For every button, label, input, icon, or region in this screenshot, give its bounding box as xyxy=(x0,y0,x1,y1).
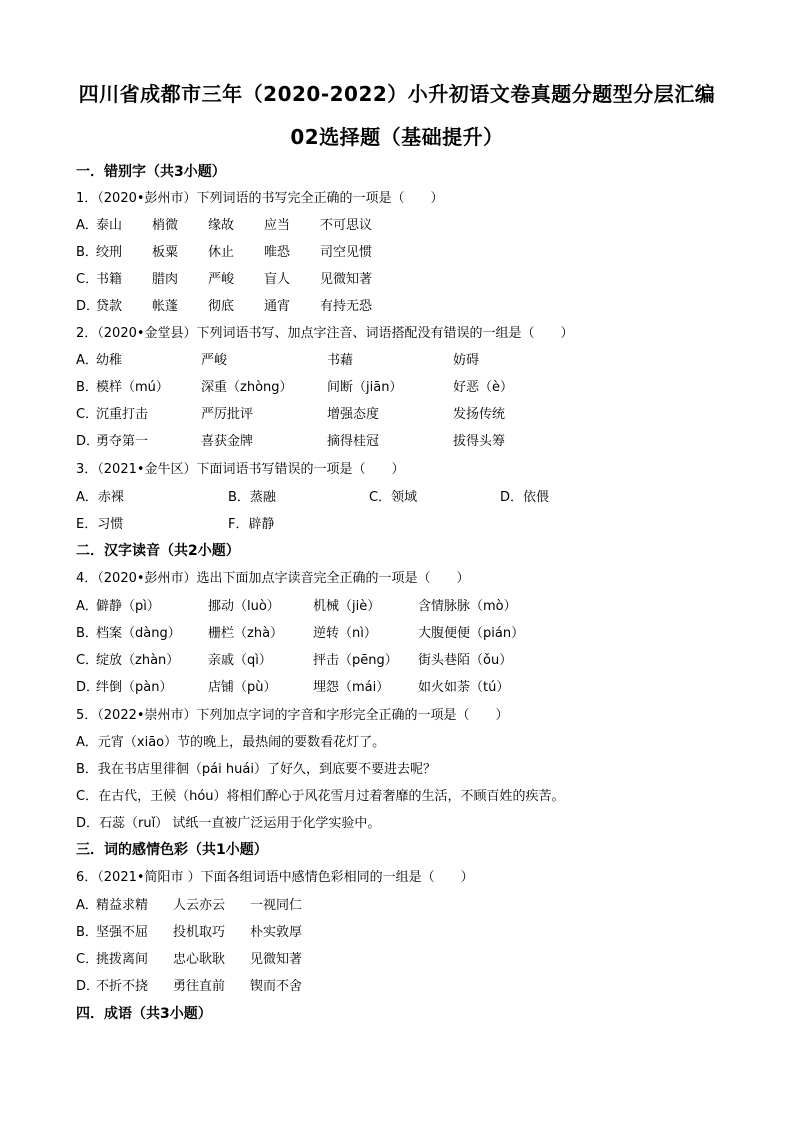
option-item: 发扬传统 xyxy=(453,407,506,422)
question-3-stem: 3．（2021•金牛区）下面词语书写错误的一项是（ ） xyxy=(76,462,405,477)
option-label: C． xyxy=(76,407,99,422)
option-item: 逆转（nì） xyxy=(313,626,377,641)
option-item: 亲戚（qì） xyxy=(208,653,272,668)
option-label: D． xyxy=(76,299,100,314)
option-item: 沉重打击 xyxy=(96,407,149,422)
option-label: A． xyxy=(76,218,98,233)
option-item: 人云亦云 xyxy=(173,898,226,913)
option-item: 泰山 xyxy=(96,218,123,233)
option-item: 见微知著 xyxy=(250,952,303,967)
option-a: A．元宵（xiāo）节的晚上，最热闹的要数看花灯了。 xyxy=(76,735,386,750)
option-item: 绽放（zhàn） xyxy=(96,653,180,668)
option-item: 坚强不屈 xyxy=(96,925,149,940)
option-label: D． xyxy=(76,434,100,449)
option-item: 一视同仁 xyxy=(250,898,303,913)
option-item: 唯恐 xyxy=(264,245,291,260)
option-item: 间断（jiān） xyxy=(327,380,403,395)
option-item: 抨击（pēng） xyxy=(313,653,398,668)
section-heading-2: 二．汉字读音（共2小题） xyxy=(76,543,240,559)
option-item: 妨碍 xyxy=(453,353,480,368)
option-item: 含情脉脉（mò） xyxy=(418,599,517,614)
option-item: 摘得桂冠 xyxy=(327,434,380,449)
option-item: 好恶（è） xyxy=(453,380,513,395)
question-5-stem: 5．（2022•崇州市）下列加点字词的字音和字形完全正确的一项是（ ） xyxy=(76,708,509,723)
document-title-line2: 02选择题（基础提升） xyxy=(290,125,504,149)
question-1-stem: 1．（2020•彭州市）下列词语的书写完全正确的一项是（ ） xyxy=(76,191,444,206)
question-6-stem: 6．（2021•简阳市 ）下面各组词语中感情色彩相同的一组是（ ） xyxy=(76,870,474,885)
option-label: B． xyxy=(76,245,98,260)
option-item: 街头巷陌（ǒu） xyxy=(418,653,513,668)
option-a: A．赤裸 xyxy=(76,490,124,505)
option-item: 精益求精 xyxy=(96,898,149,913)
option-item: 腊肉 xyxy=(152,272,179,287)
option-item: 深重（zhòng） xyxy=(201,380,293,395)
section-heading-4: 四．成语（共3小题） xyxy=(76,1006,212,1022)
option-c: C．在古代，王候（hóu）将相们醉心于风花雪月过着奢靡的生活，不顾百姓的疾苦。 xyxy=(76,789,565,804)
option-item: 休止 xyxy=(208,245,235,260)
option-item: 司空见惯 xyxy=(320,245,373,260)
option-item: 严峻 xyxy=(201,353,228,368)
option-item: 勇夺第一 xyxy=(96,434,149,449)
option-item: 通宵 xyxy=(264,299,291,314)
option-item: 拔得头筹 xyxy=(453,434,506,449)
option-item: 绞刑 xyxy=(96,245,123,260)
option-d: D．依偎 xyxy=(500,490,550,505)
option-b: B．蒸融 xyxy=(228,490,276,505)
option-item: 锲而不舍 xyxy=(250,979,303,994)
question-4-stem: 4．（2020•彭州市）选出下面加点字读音完全正确的一项是（ ） xyxy=(76,571,470,586)
option-item: 喜获金牌 xyxy=(201,434,254,449)
option-item: 见微知著 xyxy=(320,272,373,287)
option-label: C． xyxy=(76,952,99,967)
option-item: 店铺（pù） xyxy=(208,680,277,695)
option-item: 梢微 xyxy=(152,218,179,233)
option-item: 挪动（luò） xyxy=(208,599,280,614)
option-item: 忠心耿耿 xyxy=(173,952,226,967)
option-label: A． xyxy=(76,599,98,614)
option-item: 贷款 xyxy=(96,299,123,314)
option-label: C． xyxy=(76,272,99,287)
option-item: 挑拨离间 xyxy=(96,952,149,967)
option-item: 增强态度 xyxy=(327,407,380,422)
option-c: C．领域 xyxy=(369,490,418,505)
option-item: 严峻 xyxy=(208,272,235,287)
option-label: B． xyxy=(76,925,98,940)
section-heading-1: 一．错别字（共3小题） xyxy=(76,164,226,180)
option-item: 模样（mú） xyxy=(96,380,169,395)
option-item: 档案（dàng） xyxy=(96,626,181,641)
question-2-stem: 2．（2020•金堂县）下列词语书写、加点字注音、词语搭配没有错误的一组是（ ） xyxy=(76,326,574,341)
option-item: 投机取巧 xyxy=(173,925,226,940)
option-e: E．习惯 xyxy=(76,517,124,532)
option-label: C． xyxy=(76,653,99,668)
option-item: 勇往直前 xyxy=(173,979,226,994)
option-item: 盲人 xyxy=(264,272,291,287)
option-label: A． xyxy=(76,353,98,368)
document-title-line1: 四川省成都市三年（2020-2022）小升初语文卷真题分题型分层汇编 xyxy=(78,82,716,106)
option-item: 应当 xyxy=(264,218,291,233)
option-label: B． xyxy=(76,626,98,641)
option-item: 有持无恐 xyxy=(320,299,373,314)
option-label: B． xyxy=(76,380,98,395)
option-item: 机械（jiè） xyxy=(313,599,381,614)
option-item: 埋怨（mái） xyxy=(313,680,390,695)
option-label: D． xyxy=(76,979,100,994)
option-d: D．石蕊（ruǐ） 试纸一直被广泛运用于化学实验中。 xyxy=(76,816,381,831)
option-item: 僻静（pì） xyxy=(96,599,160,614)
option-item: 缘故 xyxy=(208,218,235,233)
option-item: 帐蓬 xyxy=(152,299,179,314)
option-item: 书籍 xyxy=(96,272,123,287)
option-item: 幼稚 xyxy=(96,353,123,368)
option-item: 不折不挠 xyxy=(96,979,149,994)
option-item: 不可思议 xyxy=(320,218,373,233)
option-item: 严厉批评 xyxy=(201,407,254,422)
option-b: B．我在书店里徘徊（pái huái）了好久，到底要不要进去呢？ xyxy=(76,762,436,777)
option-label: A． xyxy=(76,898,98,913)
option-item: 绊倒（pàn） xyxy=(96,680,173,695)
section-heading-3: 三．词的感情色彩（共1小题） xyxy=(76,842,268,858)
option-item: 朴实敦厚 xyxy=(250,925,303,940)
option-item: 大腹便便（pián） xyxy=(418,626,525,641)
option-item: 书藉 xyxy=(327,353,354,368)
option-item: 如火如荼（tú） xyxy=(418,680,510,695)
option-label: D． xyxy=(76,680,100,695)
option-item: 彻底 xyxy=(208,299,235,314)
option-f: F．辟静 xyxy=(228,517,275,532)
option-item: 板粟 xyxy=(152,245,179,260)
option-item: 栅栏（zhà） xyxy=(208,626,284,641)
